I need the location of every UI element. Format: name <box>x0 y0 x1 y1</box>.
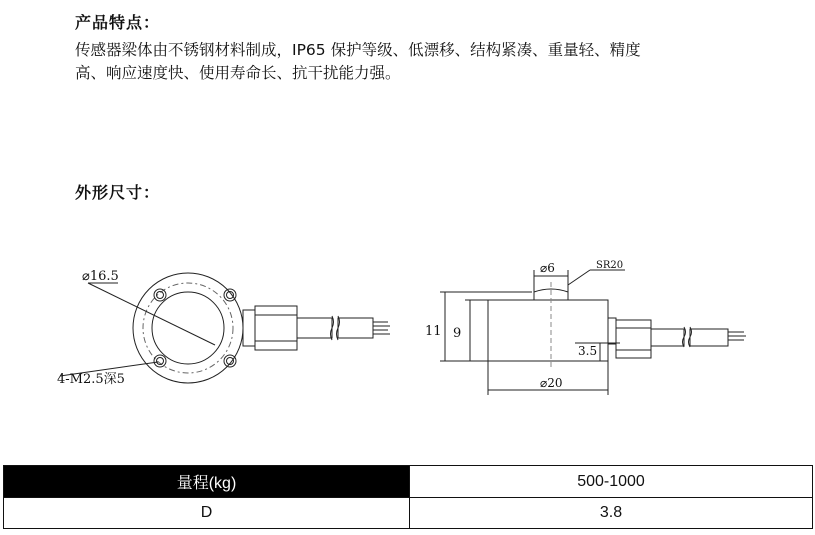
label-body-dia: ⌀20 <box>540 376 563 390</box>
cable <box>338 318 373 338</box>
table-row <box>4 498 813 529</box>
label-button-dia: ⌀6 <box>540 261 555 275</box>
spec-table <box>3 465 813 529</box>
label-body-height: 9 <box>453 326 462 341</box>
flange-outer <box>133 273 243 383</box>
leader-bolt-circle <box>88 283 215 345</box>
cable <box>297 318 332 338</box>
side-cable <box>690 329 728 346</box>
side-gland-nut <box>616 320 651 358</box>
label-bolt-circle: ⌀16.5 <box>82 269 119 284</box>
label-overall-height: 11 <box>425 324 442 339</box>
bolt-hole <box>154 289 166 301</box>
gland-base <box>243 310 255 346</box>
side-cable <box>651 329 684 346</box>
front-view <box>60 273 390 383</box>
spec-cell-value: 3.8 <box>410 498 813 529</box>
features-heading: 产品特点： <box>75 13 161 32</box>
spec-header-row <box>4 466 813 498</box>
side-gland-base <box>608 318 616 344</box>
spec-header-range: 量程(kg) <box>4 466 410 498</box>
label-threads: 4-M2.5深5 <box>57 372 125 387</box>
gland-nut <box>255 306 297 350</box>
label-sphere-radius: SR20 <box>596 260 624 271</box>
spec-cell-label: D <box>4 498 410 529</box>
bolt-hole <box>224 289 236 301</box>
features-line-2: 高、响应速度快、使用寿命长、抗干扰能力强。 <box>75 64 401 82</box>
bore-circle <box>152 292 224 364</box>
side-view <box>440 270 746 395</box>
bolt-hole <box>224 355 236 367</box>
dimensions-heading: 外形尺寸： <box>75 183 161 202</box>
features-line-1: 传感器梁体由不锈钢材料制成，IP65 保护等级、低漂移、结构紧凑、重量轻、精度 <box>75 41 641 59</box>
spec-header-range-value: 500-1000 <box>410 466 813 498</box>
label-cable-offset: 3.5 <box>578 344 598 358</box>
bolt-hole <box>154 355 166 367</box>
